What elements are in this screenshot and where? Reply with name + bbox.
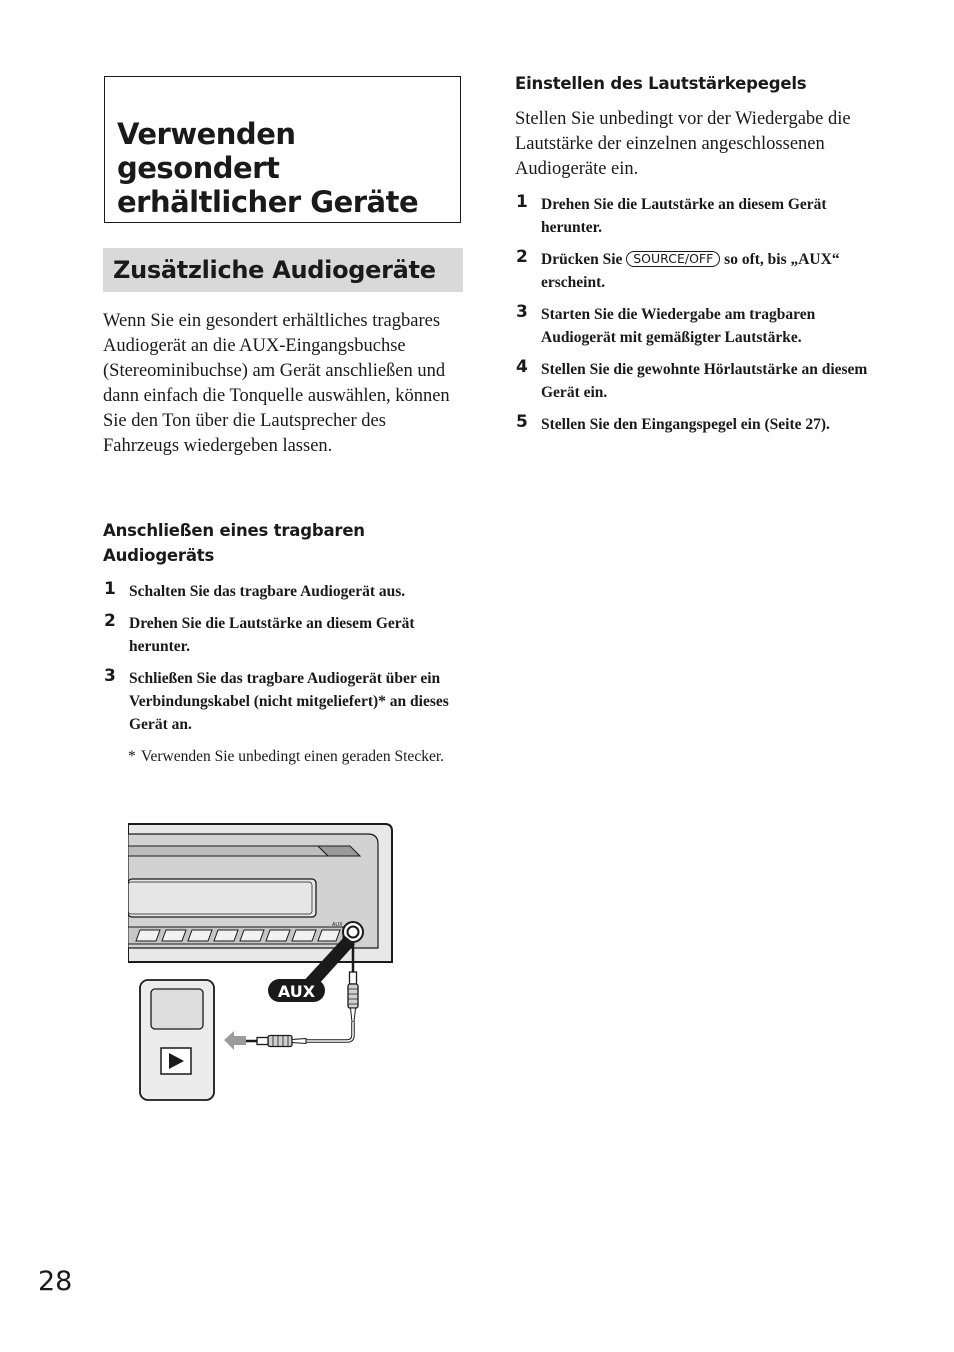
footnote: [128, 745, 471, 768]
direction-arrow: [224, 1031, 246, 1050]
step-text: Stellen Sie den Eingangspegel ein (Seite 27).: [541, 416, 830, 433]
step-text: Schließen Sie das tragbare Audiogerät über ein Verbindungskabel (nicht mitgeliefert)* an dieses Gerät an.: [129, 670, 449, 733]
footnote-text: Verwenden Sie unbedingt einen geraden Stecker.: [141, 748, 445, 765]
connect-step: [104, 667, 460, 736]
chapter-heading-box: [104, 76, 461, 223]
step-number: 3: [516, 302, 528, 322]
step-number: 1: [104, 579, 116, 599]
step-number: 5: [516, 412, 528, 432]
step-text-before: Drücken Sie: [541, 251, 623, 268]
chapter-title-line: erhältlicher Geräte: [117, 185, 419, 219]
step-number: 1: [516, 192, 528, 212]
step-text: Stellen Sie die gewohnte Hörlautstärke an diesem Gerät ein.: [541, 361, 868, 401]
step-number: 2: [516, 247, 528, 267]
step-text: Drehen Sie die Lautstärke an diesem Gerät herunter.: [541, 196, 827, 236]
section-heading-bar: [103, 248, 463, 292]
connection-illustration: [128, 822, 394, 1104]
level-step: [516, 248, 878, 294]
step-number: 2: [104, 611, 116, 631]
connect-steps: [104, 580, 460, 745]
aux-badge-label: AUX: [277, 982, 316, 1001]
level-step: [516, 413, 878, 436]
level-step: [516, 358, 878, 404]
level-intro: Stellen Sie unbedingt vor der Wiedergabe die Lautstärke der einzelnen angeschlossenen Audiogeräte ein.: [515, 109, 851, 179]
portable-player-illustration: [140, 980, 214, 1100]
chapter-title: [117, 117, 418, 219]
level-step: [516, 193, 878, 239]
chapter-title-line: gesondert: [117, 151, 280, 185]
chapter-title-line: Verwenden: [117, 117, 296, 151]
connect-heading: [103, 518, 465, 568]
level-heading: Einstellen des Lautstärkepegels: [515, 74, 807, 93]
step-text: Drehen Sie die Lautstärke an diesem Gerät herunter.: [129, 615, 415, 655]
step-number: 4: [516, 357, 528, 377]
connect-heading-line: Anschließen eines tragbaren: [103, 521, 365, 540]
intro-paragraph: Wenn Sie ein gesondert erhältliches tragbares Audiogerät an die AUX-Eingangsbuchse (Stereominibuchse) am Gerät anschließen und dann einfach die Tonquelle auswählen, können Sie den Ton über die Lautsprecher des Fahrzeugs wiedergeben lassen.: [103, 311, 450, 456]
level-step: [516, 303, 878, 349]
page-number: 28: [38, 1266, 73, 1297]
source-off-button-label: SOURCE/OFF: [626, 251, 720, 267]
step-text-after: so oft, bis „AUX“ erscheint.: [541, 251, 840, 291]
connect-step: [104, 612, 460, 658]
level-steps: [516, 193, 878, 445]
connect-step: [104, 580, 460, 603]
connect-heading-line: Audiogeräts: [103, 546, 215, 565]
footnote-mark: *: [128, 748, 136, 765]
section-title: Zusätzliche Audiogeräte: [113, 256, 436, 284]
step-number: 3: [104, 666, 116, 686]
step-text: Schalten Sie das tragbare Audiogerät aus.: [129, 583, 406, 600]
head-unit-illustration: [128, 824, 392, 962]
step-text: Starten Sie die Wiedergabe am tragbaren Audiogerät mit gemäßigter Lautstärke.: [541, 306, 816, 346]
jack-label: AUX: [332, 922, 343, 928]
